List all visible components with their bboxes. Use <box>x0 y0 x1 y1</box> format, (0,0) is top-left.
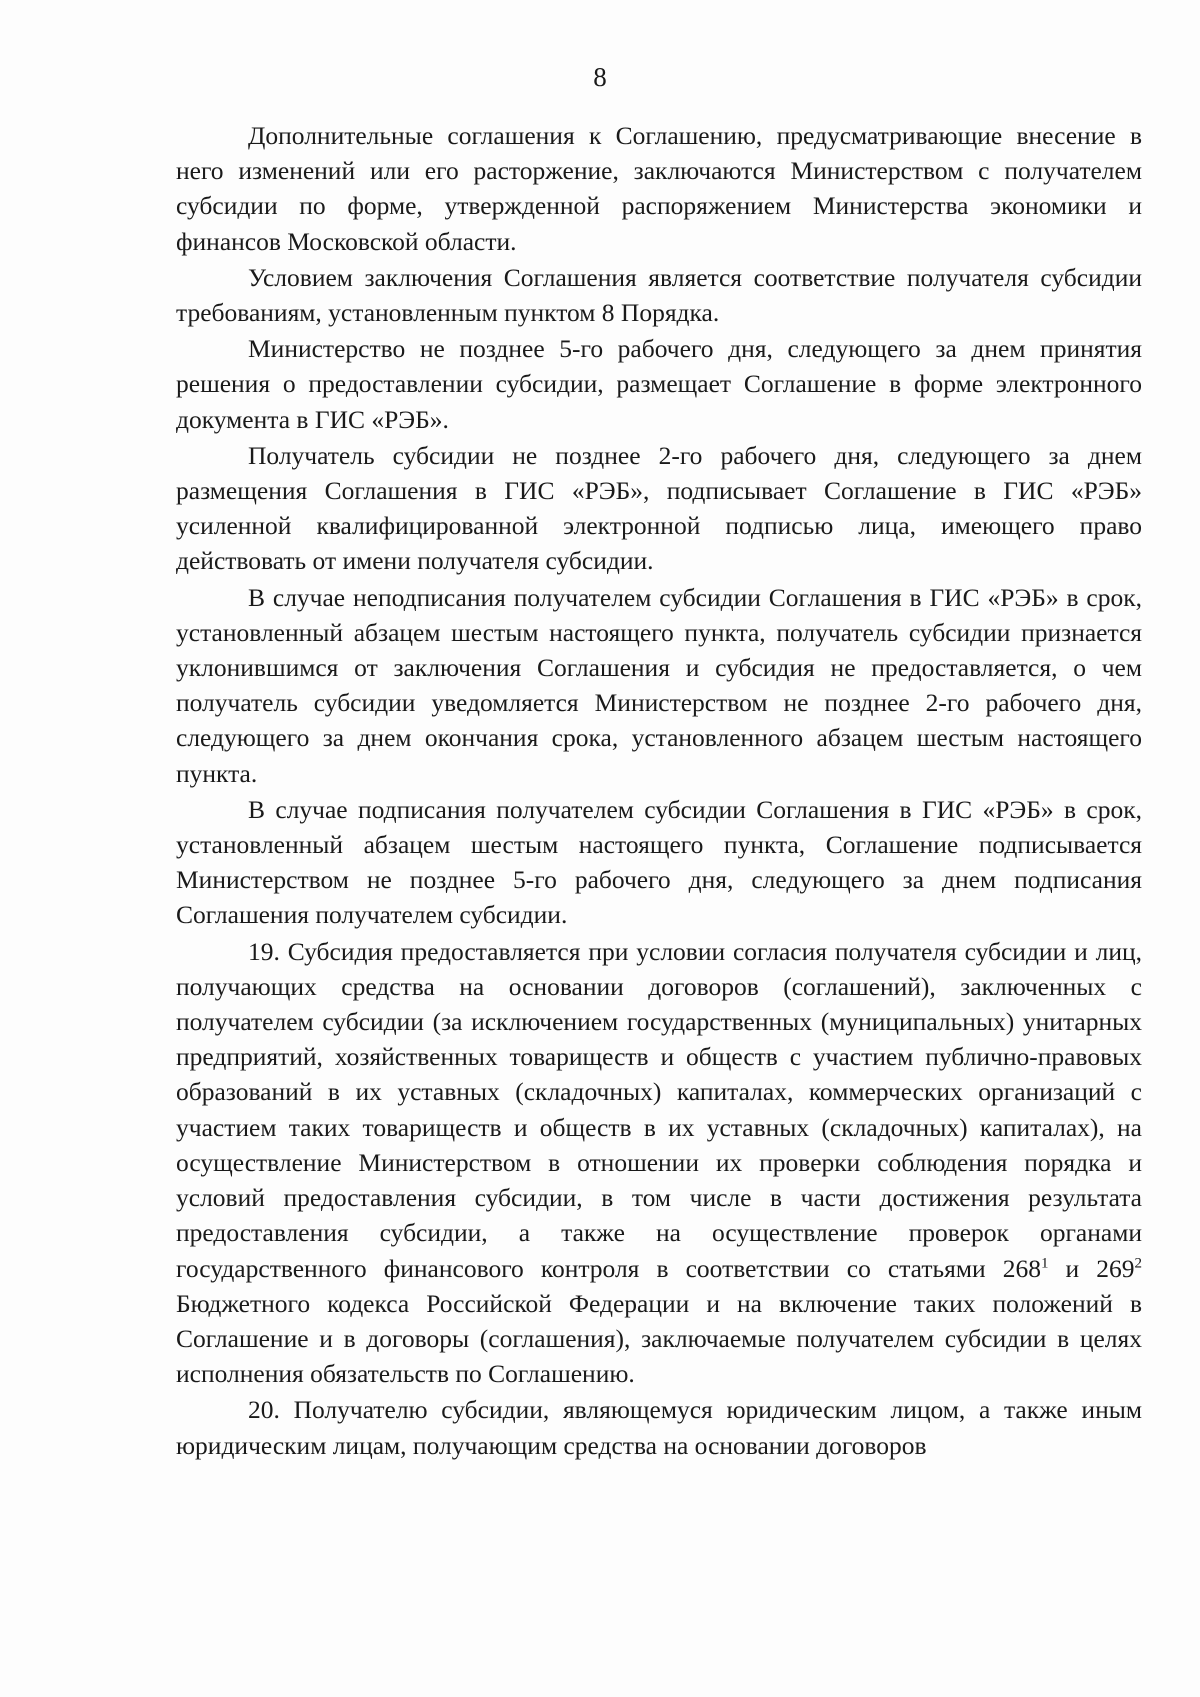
paragraph-recipient-signing: Получатель субсидии не позднее 2-го рабочего дня, следующего за днем размещения Соглашения в ГИС «РЭБ», подписывает Соглашение в ГИС «РЭБ» усиленной квалифицированной электронной подписью лица, имеющего право действовать от имени получателя субсидии. <box>176 440 1142 576</box>
paragraph-signing: В случае подписания получателем субсидии Соглашения в ГИС «РЭБ» в срок, установленный абзацем шестым настоящего пункта, Соглашение подписывается Министерством не позднее 5-го рабочего дня, следующего за днем подписания Соглашения получателем субсидии. <box>176 794 1142 930</box>
item-19-conjunction: и <box>1048 1253 1097 1283</box>
paragraph-ministry-placement: Министерство не позднее 5-го рабочего дня, следующего за днем принятия решения о предоставлении субсидии, размещает Соглашение в форме электронного документа в ГИС «РЭБ». <box>176 334 1142 434</box>
article-269-superscript: 2 <box>1134 1255 1142 1271</box>
article-269: 269 <box>1096 1253 1135 1283</box>
item-19-text-before: 19. Субсидия предоставляется при условии согласия получателя субсидии и лиц, получающих средства на основании договоров (соглашений), заключенных с получателем субсидии (за исключением государственных (муниципальных) унитарных предприятий, хозяйственных товариществ и обществ с участием публично-правовых образований в их уставных (складочных) капиталах, коммерческих организаций с участием таких товариществ и обществ в их уставных (складочных) капиталах), на осуществление Министерством в отношении их проверки соблюдения порядка и условий предоставления субсидии, в том числе в части достижения результата предоставления субсидии, а также на осуществление проверок органами государственного финансового контроля в соответствии со статьями <box>176 936 1142 1283</box>
article-268-superscript: 1 <box>1040 1255 1049 1271</box>
paragraph-agreement-condition: Условием заключения Соглашения является соответствие получателя субсидии требованиям, установленным пунктом 8 Порядка. <box>176 262 1142 328</box>
paragraph-item-20: 20. Получателю субсидии, являющемуся юридическим лицом, а также иным юридическим лицам, получающим средства на основании договоров <box>176 1395 1142 1460</box>
article-268: 268 <box>1002 1253 1041 1283</box>
document-body <box>176 118 1142 1463</box>
page-number: 8 <box>593 62 607 92</box>
item-19-text-after: Бюджетного кодекса Российской Федерации и на включение таких положений в Соглашение и в договоры (соглашения), заключаемые получателем субсидии в целях исполнения обязательств по Соглашению. <box>176 1288 1142 1389</box>
paragraph-item-19 <box>176 934 1142 1392</box>
paragraph-non-signing: В случае неподписания получателем субсидии Соглашения в ГИС «РЭБ» в срок, установленный абзацем шестым настоящего пункта, получатель субсидии признается уклонившимся от заключения Соглашения и субсидия не предоставляется, о чем получатель субсидии уведомляется Министерством не позднее 2-го рабочего дня, следующего за днем окончания срока, установленного абзацем шестым настоящего пункта. <box>176 582 1142 788</box>
paragraph-additional-agreements: Дополнительные соглашения к Соглашению, предусматривающие внесение в него изменений или его расторжение, заключаются Министерством с получателем субсидии по форме, утвержденной распоряжением Министерства экономики и финансов Московской области. <box>176 121 1142 256</box>
